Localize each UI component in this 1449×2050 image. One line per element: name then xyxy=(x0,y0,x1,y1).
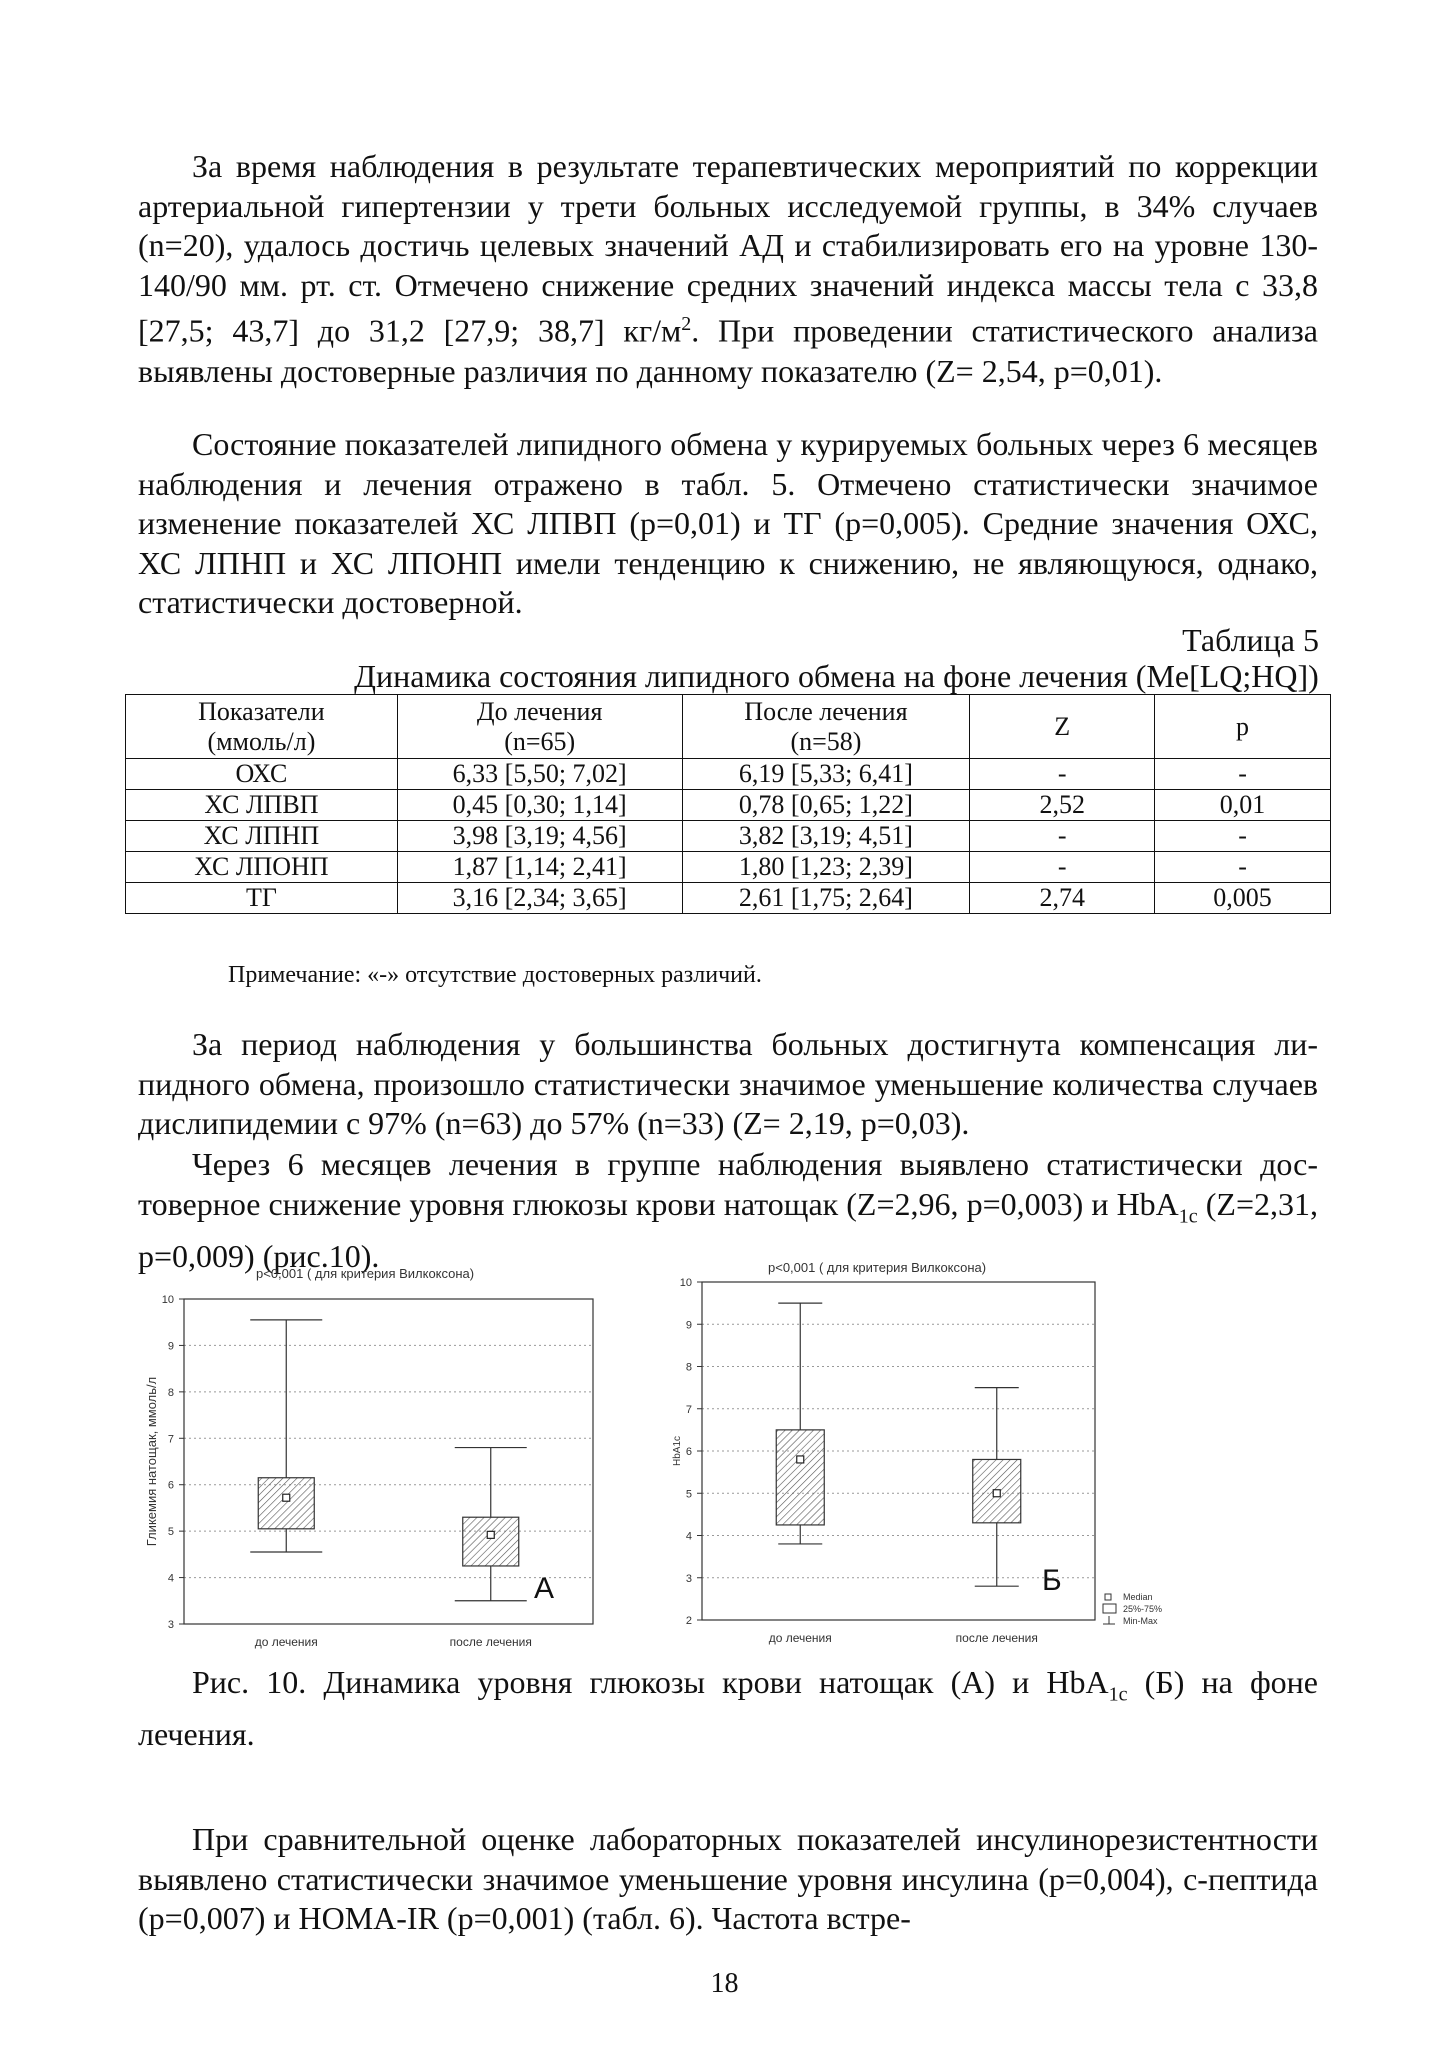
y-tick-label: 3 xyxy=(167,1619,174,1631)
table-cell: ХС ЛПВП xyxy=(126,790,398,821)
table-cell: 3,98 [3,19; 4,56] xyxy=(397,821,682,852)
paragraph-3 xyxy=(138,1025,1318,1144)
chart-a-glycemia xyxy=(138,1262,608,1657)
table-header-cell: Показатели (ммоль/л) xyxy=(126,695,398,759)
table-cell: 1,87 [1,14; 2,41] xyxy=(397,852,682,883)
figure-caption xyxy=(138,1663,1318,1755)
table-header-row xyxy=(126,695,1331,759)
table-cell: - xyxy=(1155,759,1331,790)
table-cell: 2,74 xyxy=(970,883,1155,914)
chart-title: p<0,001 ( для критерия Вилкоксона) xyxy=(256,1266,475,1281)
table-row xyxy=(126,759,1331,790)
subscript-1c: 1c xyxy=(1178,1204,1198,1227)
legend-iqr-label: 25%-75% xyxy=(1123,1604,1163,1614)
table-cell: 2,61 [1,75; 2,64] xyxy=(682,883,970,914)
y-tick-label: 7 xyxy=(167,1433,174,1446)
panel-letter: Б xyxy=(1042,1564,1062,1597)
table-cell: 0,45 [0,30; 1,14] xyxy=(397,790,682,821)
superscript-2: 2 xyxy=(681,313,692,336)
paragraph-1-text: За время наблюдения в результате терапевтических мероприятий по коррекции артериальной гипертензии у трети больных исследуемой группы, в 34% случаев (n=20), удалось достичь целевых значений АД и стабилизировать его на уровне 130-140/90 мм. рт. ст. Отмечено снижение средних значений индекса массы тела с 33,8 [27,5; 43,7] до 31,2 [27,9; 38,7] кг/м xyxy=(138,148,1318,350)
y-tick-label: 7 xyxy=(685,1403,692,1416)
y-tick-label: 9 xyxy=(685,1319,692,1332)
paragraph-5 xyxy=(138,1820,1318,1939)
y-axis-label: Гликемия натощак, ммоль/л xyxy=(144,1376,159,1547)
paragraph-4-text: Через 6 месяцев лечения в группе наблюдения выявлено статистически достоверное снижение уровня глюкозы крови натощак (Z=2,96, p=0,003) и HbA xyxy=(138,1146,1318,1222)
panel-letter: А xyxy=(534,1572,555,1605)
legend-median-marker xyxy=(1105,1594,1111,1600)
paragraph-4-tail: (Z=2,31, p=0,009) (рис.10). xyxy=(138,1185,1319,1274)
category-label: до лечения xyxy=(768,1631,832,1645)
table-cell: - xyxy=(970,852,1155,883)
y-tick-label: 6 xyxy=(167,1479,174,1492)
paragraph-1 xyxy=(138,147,1318,391)
paragraph-4 xyxy=(138,1145,1318,1276)
y-tick-label: 8 xyxy=(685,1361,692,1374)
table-row xyxy=(126,821,1331,852)
table-cell: 3,16 [2,34; 3,65] xyxy=(397,883,682,914)
legend-minmax-label: Min-Max xyxy=(1123,1616,1158,1626)
y-tick-label: 5 xyxy=(685,1488,692,1501)
median-marker xyxy=(283,1494,290,1501)
median-marker xyxy=(487,1531,494,1538)
table-cell: 0,78 [0,65; 1,22] xyxy=(682,790,970,821)
page-number: 18 xyxy=(710,1968,739,1999)
plot-frame xyxy=(184,1299,593,1624)
y-tick-label: 6 xyxy=(685,1446,692,1458)
category-label: до лечения xyxy=(254,1635,318,1649)
y-tick-label: 10 xyxy=(161,1294,174,1306)
y-axis-label: HbA1c xyxy=(672,1435,683,1467)
chart-b-hba1c xyxy=(660,1258,1190,1653)
table-cell: 3,82 [3,19; 4,51] xyxy=(682,821,970,852)
table-header-cell: p xyxy=(1155,695,1331,759)
median-marker xyxy=(797,1456,804,1463)
y-tick-label: 5 xyxy=(167,1526,174,1539)
y-tick-label: 8 xyxy=(167,1386,174,1399)
median-marker xyxy=(993,1490,1000,1497)
table-header-cell: До лечения (n=65) xyxy=(397,695,682,759)
table-cell: - xyxy=(970,821,1155,852)
iqr-box xyxy=(776,1430,824,1525)
table-note: Примечание: «-» отсутствие достоверных различий. xyxy=(228,962,762,988)
y-tick-label: 4 xyxy=(167,1572,174,1585)
iqr-box xyxy=(463,1517,519,1566)
paragraph-5-text: При сравнительной оценке лабораторных показателей инсулинорезистентности выявлено статистически значимое уменьшение уровня инсулина (p=0,004), с-пептида (p=0,007) и HOMA-IR (p=0,001) (табл. 6). Частота встре- xyxy=(138,1821,1318,1937)
paragraph-2-text: Состояние показателей липидного обмена у курируемых больных через 6 месяцев наблюдения и лечения отражено в табл. 5. Отмечено статистически значимое изменение показателей ХС ЛПВП (p=0,01) и ТГ (p=0,005). Средние значения ОХС, ХС ЛПНП и ХС ЛПОНП имели тенденцию к снижению, не являющуюся, однако, статистически достоверной. xyxy=(138,426,1318,621)
table-cell: ТГ xyxy=(126,883,398,914)
y-tick-label: 3 xyxy=(685,1572,692,1585)
table-cell: - xyxy=(1155,852,1331,883)
table-cell: 6,19 [5,33; 6,41] xyxy=(682,759,970,790)
paragraph-1-tail: . При проведении статистического анализа выявлены достоверные различия по данному показателю (Z= 2,54, p=0,01). xyxy=(138,313,1319,389)
table-header-cell: После лечения (n=58) xyxy=(682,695,970,759)
figure-caption-text: Рис. 10. Динамика уровня глюкозы крови натощак (А) и HbA xyxy=(192,1664,1109,1700)
table-cell: 1,80 [1,23; 2,39] xyxy=(682,852,970,883)
paragraph-3-text: За период наблюдения у большинства больных достигнута компенсация липидного обмена, произошло статистически значимое уменьшение количества случаев дислипидемии с 97% (n=63) до 57% (n=33) (Z= 2,19, p=0,03). xyxy=(138,1026,1318,1142)
table-cell: ХС ЛПНП xyxy=(126,821,398,852)
legend-iqr-marker xyxy=(1103,1604,1116,1613)
table-header-cell: Z xyxy=(970,695,1155,759)
table-title: Динамика состояния липидного обмена на фоне лечения (Me[LQ;HQ]) xyxy=(354,658,1319,694)
table-row xyxy=(126,883,1331,914)
table-cell: - xyxy=(970,759,1155,790)
table-cell: ОХС xyxy=(126,759,398,790)
table-row xyxy=(126,790,1331,821)
table-cell: 6,33 [5,50; 7,02] xyxy=(397,759,682,790)
figure-caption-tail: (Б) на фоне лечения. xyxy=(138,1664,1319,1752)
paragraph-2 xyxy=(138,425,1318,623)
table-cell: - xyxy=(1155,821,1331,852)
table-label: Таблица 5 xyxy=(1182,622,1319,658)
iqr-box xyxy=(258,1478,314,1529)
chart-title: p<0,001 ( для критерия Вилкоксона) xyxy=(768,1260,987,1275)
table-cell: 2,52 xyxy=(970,790,1155,821)
y-tick-label: 2 xyxy=(685,1615,692,1627)
table-row xyxy=(126,852,1331,883)
table-cell: 0,005 xyxy=(1155,883,1331,914)
y-tick-label: 9 xyxy=(167,1340,174,1353)
legend-median-label: Median xyxy=(1123,1592,1153,1602)
table-cell: 0,01 xyxy=(1155,790,1331,821)
y-tick-label: 4 xyxy=(685,1530,692,1543)
y-tick-label: 10 xyxy=(679,1277,692,1289)
category-label: после лечения xyxy=(449,1635,532,1649)
subscript-1c: 1c xyxy=(1108,1683,1128,1706)
table-cell: ХС ЛПОНП xyxy=(126,852,398,883)
lipid-table xyxy=(125,694,1331,914)
category-label: после лечения xyxy=(955,1631,1038,1645)
